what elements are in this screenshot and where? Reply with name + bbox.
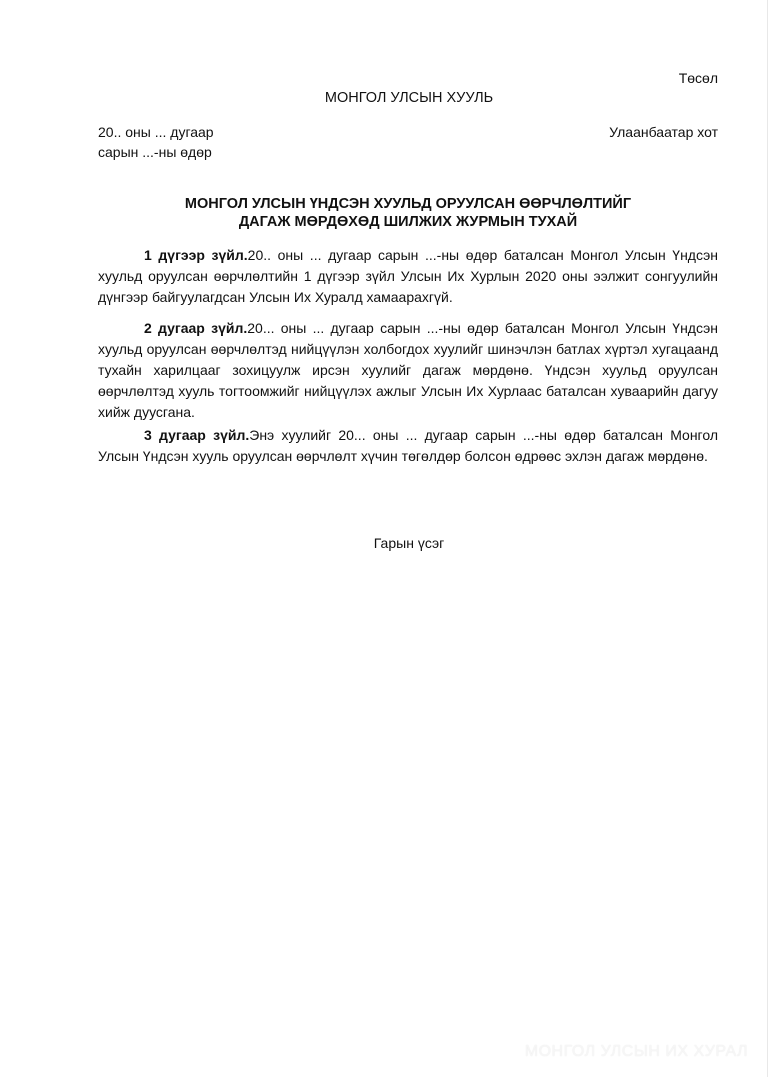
date-line-1: 20.. оны ... дугаар xyxy=(98,124,214,140)
article-1-text: 20.. оны ... дугаар сарын ...-ны өдөр баталсан Монгол Улсын Үндсэн хуульд оруулсан өөрчлөлтийн 1 дүгээр зүйл Улсын Их Хурлын 2020 оны ээлжит сонгуулийн дүнгээр байгуулагдсан Улсын Их Хуралд хамаарахгүй. xyxy=(98,247,718,305)
draft-label: Төсөл xyxy=(678,70,718,86)
signature-label: Гарын үсэг xyxy=(373,535,445,551)
article-2-text: 20... оны ... дугаар сарын ...-ны өдөр баталсан Монгол Улсын Үндсэн хуульд оруулсан өөрчлөлтэд нийцүүлэн холбогдох хуулийг шинэчлэн батлах хүртэл хугацаанд тухайн харилцааг зохицуулж ирсэн хуулийг дагаж мөрдөнө. Үндсэн хуульд оруулсан өөрчлөлтэд хууль тогтоомжийг нийцүүлэх ажлыг Улсын Их Хурлаас баталсан хуваарийн дагуу хийж дуусгана. xyxy=(98,320,719,420)
article-3-text: Энэ хуулийг 20... оны ... дугаар сарын ...-ны өдөр баталсан Монгол Улсын Үндсэн хууль оруулсан өөрчлөлт хүчин төгөлдөр болсон өдрөөс эхлэн дагаж мөрдөнө. xyxy=(98,427,719,464)
law-title-line-2: ДАГАЖ МӨРДӨХӨД ШИЛЖИХ ЖУРМЫН ТУХАЙ xyxy=(238,214,578,230)
article-2 xyxy=(98,318,718,423)
date-line-2: сарын ...-ны өдөр xyxy=(98,144,212,160)
watermark: МОНГОЛ УЛСЫН ИХ ХУРАЛ xyxy=(524,1043,748,1060)
law-title-line-1: МОНГОЛ УЛСЫН ҮНДСЭН ХУУЛЬД ОРУУЛСАН ӨӨРЧЛӨЛТИЙГ xyxy=(184,196,632,212)
law-heading: МОНГОЛ УЛСЫН ХУУЛЬ xyxy=(324,90,494,106)
article-2-heading: 2 дугаар зүйл. xyxy=(144,320,248,336)
article-1-heading: 1 дүгээр зүйл. xyxy=(144,247,248,263)
article-3-heading: 3 дугаар зүйл. xyxy=(144,427,250,443)
place-of-adoption: Улаанбаатар хот xyxy=(609,124,718,140)
article-3 xyxy=(98,425,718,467)
article-1 xyxy=(98,245,718,308)
law-title xyxy=(98,195,718,231)
